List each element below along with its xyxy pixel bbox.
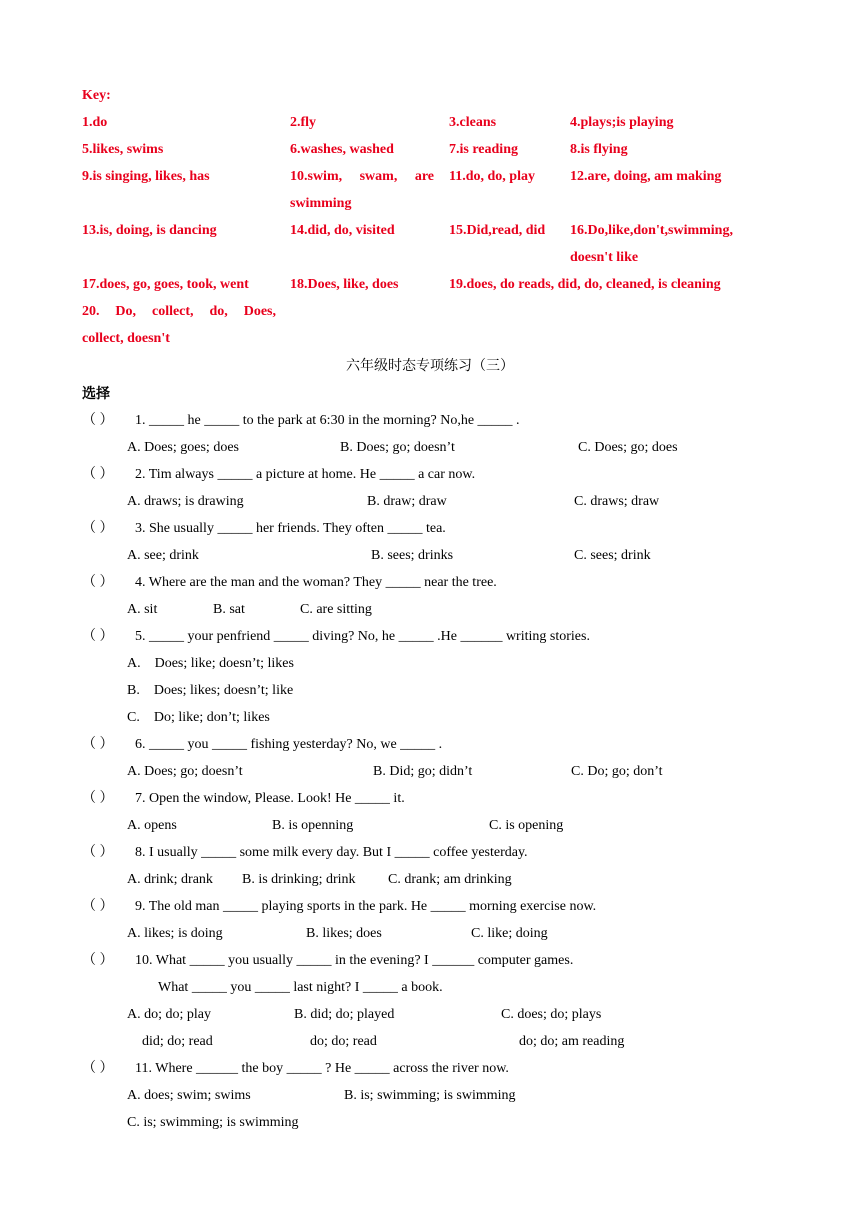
answer-bracket: （ ） xyxy=(82,899,114,914)
option: do; do; read xyxy=(310,1034,377,1049)
answer-bracket: （ ） xyxy=(82,791,114,806)
answer-bracket: （ ） xyxy=(82,953,114,968)
option: A. Does; go; doesn’t xyxy=(127,764,243,779)
option: B. Does; go; doesn’t xyxy=(340,440,455,455)
option: do; do; am reading xyxy=(519,1034,625,1049)
option: C. like; doing xyxy=(471,926,548,941)
option: C. does; do; plays xyxy=(501,1007,602,1022)
option: B. sat xyxy=(213,602,245,617)
option: A. Does; goes; does xyxy=(127,440,239,455)
option: A. Does; like; doesn’t; likes xyxy=(127,656,294,671)
option: A. see; drink xyxy=(127,548,199,563)
option: B. is openning xyxy=(272,818,354,833)
answer-bracket: （ ） xyxy=(82,521,114,536)
answer-bracket: （ ） xyxy=(82,413,114,428)
key-row xyxy=(82,244,762,271)
question-text: 8. I usually _____ some milk every day. But I _____ coffee yesterday. xyxy=(135,845,528,860)
option: C. drank; am drinking xyxy=(388,872,512,887)
key-row xyxy=(82,217,762,244)
key-answer: 8.is flying xyxy=(570,142,628,157)
option: did; do; read xyxy=(142,1034,213,1049)
key-answer: 2.fly xyxy=(290,115,317,130)
key-answer: 10.swim, swam, are xyxy=(290,169,434,184)
option: C. is opening xyxy=(489,818,564,833)
key-row xyxy=(82,325,762,352)
question-text: 10. What _____ you usually _____ in the evening? I ______ computer games. xyxy=(135,953,574,968)
answer-bracket: （ ） xyxy=(82,467,114,482)
key-answer: 7.is reading xyxy=(449,142,518,157)
option: A. draws; is drawing xyxy=(127,494,244,509)
key-answer: 1.do xyxy=(82,115,108,130)
option: C. Does; go; does xyxy=(578,440,678,455)
option: B. is; swimming; is swimming xyxy=(344,1088,516,1103)
key-answer: 5.likes, swims xyxy=(82,142,164,157)
answer-bracket: （ ） xyxy=(82,1061,114,1076)
key-row xyxy=(82,163,762,190)
option: A. do; do; play xyxy=(127,1007,211,1022)
key-answer: 9.is singing, likes, has xyxy=(82,169,210,184)
key-answer: 18.Does, like, does xyxy=(290,277,399,292)
question-text: 2. Tim always _____ a picture at home. He _____ a car now. xyxy=(135,467,476,482)
answer-bracket: （ ） xyxy=(82,629,114,644)
option: A. opens xyxy=(127,818,177,833)
option: B. sees; drinks xyxy=(371,548,454,563)
question-text: 3. She usually _____ her friends. They often _____ tea. xyxy=(135,521,446,536)
option: C. Do; go; don’t xyxy=(571,764,663,779)
key-answer: 17.does, go, goes, took, went xyxy=(82,277,249,292)
option: B. did; do; played xyxy=(294,1007,395,1022)
key-row xyxy=(82,271,762,298)
key-row xyxy=(82,136,762,163)
option: A. does; swim; swims xyxy=(127,1088,251,1103)
option: C. Do; like; don’t; likes xyxy=(127,710,270,725)
key-answer: 4.plays;is playing xyxy=(570,115,674,130)
option: C. draws; draw xyxy=(574,494,660,509)
option: A. sit xyxy=(127,602,158,617)
option: A. drink; drank xyxy=(127,872,213,887)
key-answer: 12.are, doing, am making xyxy=(570,169,722,184)
question-text: 6. _____ you _____ fishing yesterday? No, we _____ . xyxy=(135,737,443,752)
answer-bracket: （ ） xyxy=(82,575,114,590)
question-text: 5. _____ your penfriend _____ diving? No, he _____ .He ______ writing stories. xyxy=(135,629,590,644)
key-answer: 14.did, do, visited xyxy=(290,223,395,238)
key-answer: 6.washes, washed xyxy=(290,142,394,157)
question-text: 9. The old man _____ playing sports in the park. He _____ morning exercise now. xyxy=(135,899,597,914)
option: B. draw; draw xyxy=(367,494,447,509)
answer-bracket: （ ） xyxy=(82,737,114,752)
key-answer: 3.cleans xyxy=(449,115,497,130)
question-text: 1. _____ he _____ to the park at 6:30 in the morning? No,he _____ . xyxy=(135,413,520,428)
page-title: 六年级时态专项练习（三） xyxy=(346,358,514,374)
question-text-second: What _____ you _____ last night? I _____ a book. xyxy=(158,980,443,995)
question-text: 4. Where are the man and the woman? They _____ near the tree. xyxy=(135,575,497,590)
key-row xyxy=(82,109,762,136)
key-answer: swimming xyxy=(290,196,352,211)
option: B. Did; go; didn’t xyxy=(373,764,473,779)
option: C. sees; drink xyxy=(574,548,651,563)
key-row xyxy=(82,298,762,325)
option: A. likes; is doing xyxy=(127,926,223,941)
key-answer: 16.Do,like,don't,swimming, xyxy=(570,223,733,238)
key-title: Key: xyxy=(82,88,111,103)
key-answer: collect, doesn't xyxy=(82,331,170,346)
key-answer: 15.Did,read, did xyxy=(449,223,546,238)
key-answer: 11.do, do, play xyxy=(449,169,535,184)
key-answer: doesn't like xyxy=(570,250,639,265)
key-answer: 13.is, doing, is dancing xyxy=(82,223,217,238)
option: B. is drinking; drink xyxy=(242,872,356,887)
question-text: 7. Open the window, Please. Look! He _____ it. xyxy=(135,791,405,806)
key-answer: 20. Do, collect, do, Does, xyxy=(82,304,276,319)
option: B. likes; does xyxy=(306,926,382,941)
section-heading: 选择 xyxy=(82,386,110,402)
option: C. are sitting xyxy=(300,602,372,617)
key-answer: 19.does, do reads, did, do, cleaned, is cleaning xyxy=(449,277,721,292)
option: C. is; swimming; is swimming xyxy=(127,1115,299,1130)
question-text: 11. Where ______ the boy _____ ? He _____ across the river now. xyxy=(135,1061,509,1076)
option: B. Does; likes; doesn’t; like xyxy=(127,683,294,698)
key-row xyxy=(82,190,762,217)
answer-bracket: （ ） xyxy=(82,845,114,860)
